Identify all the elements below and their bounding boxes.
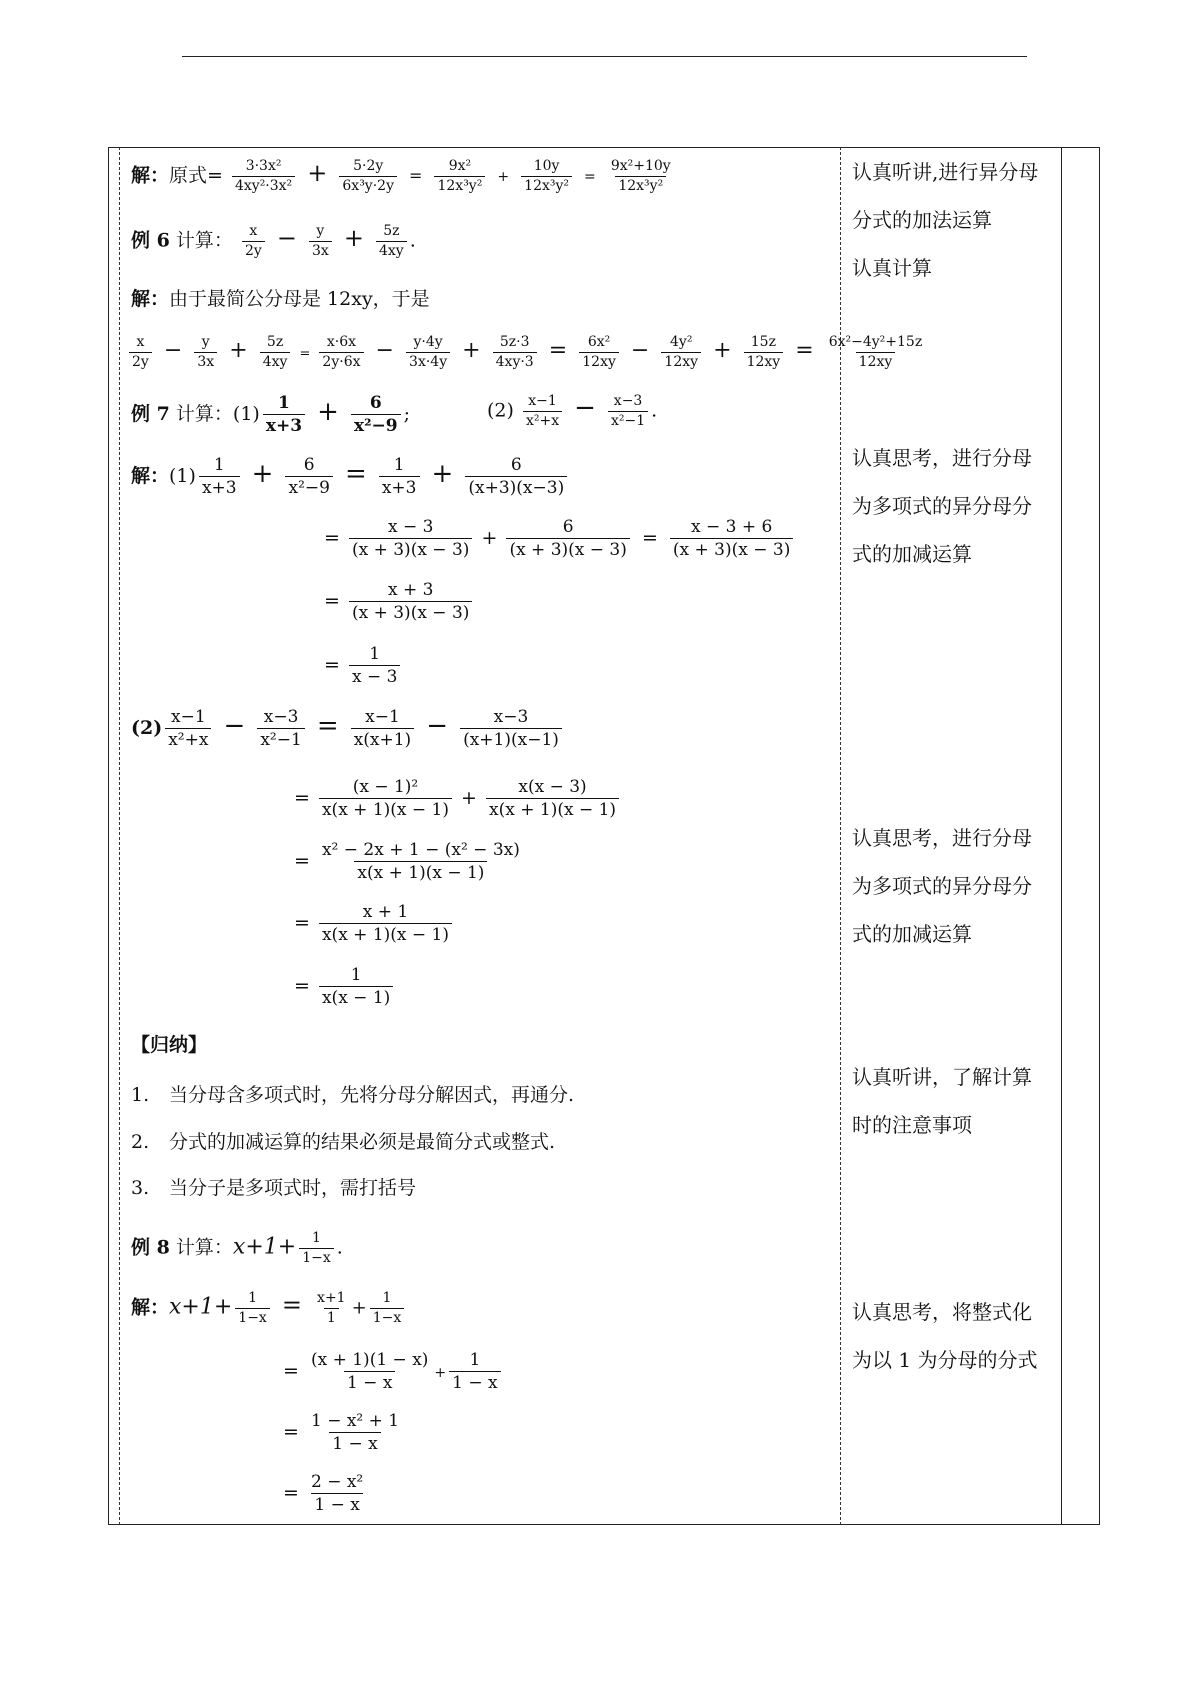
example-7-part1-step3: = $\frac{x + 3}{(x + 3)(x - 3)}$ bbox=[324, 580, 475, 624]
summary-item: 1. 当分母含多项式时，先将分母分解因式，再通分. bbox=[131, 1084, 575, 1106]
example-7-part2-step5: = $\frac{1}{x(x - 1)}$ bbox=[294, 965, 396, 1009]
summary-item: 2. 分式的加减运算的结果必须是最简分式或整式. bbox=[131, 1131, 556, 1153]
fraction: $\frac{\text{3·3x²}}{\text{4xy²·3x²}}$ bbox=[232, 158, 295, 195]
fraction: $\frac{\text{9x²}}{\text{12x³y²}}$ bbox=[434, 158, 485, 195]
example-8-prompt: 例 8 计算：x+1+ $\frac{1}{1-x}$ . bbox=[131, 1230, 343, 1266]
example-7-prompt: 例 7 计算：(1) $\frac{1}{x+3}$ + $\frac{6}{\text{x²−9}}$ ; bbox=[131, 393, 410, 437]
summary-item: 3. 当分子是多项式时，需打括号 bbox=[131, 1177, 417, 1199]
example-7-part2-prompt: (2) $\frac{x-1}{\text{x²+x}}$ − $\frac{x-3}{\text{x²−1}}$ . bbox=[487, 393, 658, 429]
example-7-part2-step3: = $\frac{\text{x² − 2x + 1 − (x² − 3x)}}{x(x + 1)(x - 1)}$ bbox=[294, 840, 520, 884]
example-7-part2-step1: (2) $\frac{x-1}{\text{x²+x}}$ − $\frac{x-3}{\text{x²−1}}$ = $\frac{x-1}{x(x+1)}$ − $\frac{x-3}{(x+1)(x-1)}$ bbox=[131, 707, 565, 751]
fraction: $\frac{x}{2y}$ bbox=[242, 223, 265, 260]
example-label: 例 6 bbox=[131, 229, 170, 252]
fraction: $\frac{\text{9x²+10y}}{\text{12x³y²}}$ bbox=[610, 158, 671, 194]
example-6-prompt: 例 6 计算： $\frac{x}{2y}$ − $\frac{y}{3x}$ + $\frac{5z}{4xy}$ . bbox=[131, 223, 416, 259]
example-7-part1-step1: 解：(1) $\frac{1}{x+3}$ + $\frac{6}{\text{x²−9}}$ = $\frac{1}{x+3}$ + $\frac{6}{(x+3)(x-3)}$ bbox=[131, 455, 570, 499]
solution-5-line: 解：原式= $\frac{\text{3·3x²}}{\text{4xy²·3x²}}$ + $\frac{5\cdot 2y}{\text{6x³y·2y}}$ = $\frac{\text{9x²}}{\text{12x³y²}}$ + $\frac{10y}{\text{12x³y²}}$ = $\frac{\text{9x²+10y}}{\text{12x³y²}}$ bbox=[131, 158, 677, 195]
summary-title: 【归纳】 bbox=[131, 1034, 208, 1056]
fraction: $\frac{10y}{\text{12x³y²}}$ bbox=[521, 158, 572, 195]
example-8-step2: = $\frac{(x + 1)(1 - x)}{1 - x}$ + $\frac{1}{1 - x}$ bbox=[283, 1350, 504, 1394]
activity-note: 认真思考，将整式化 为以 1 为分母的分式 bbox=[852, 1300, 1038, 1372]
column-separator bbox=[1061, 147, 1062, 1525]
example-8-step4: = $\frac{\text{2 − x²}}{1 - x}$ bbox=[283, 1472, 364, 1516]
fraction: $\frac{5\cdot 2y}{\text{6x³y·2y}}$ bbox=[339, 158, 397, 195]
fraction: $\frac{5z}{4xy}$ bbox=[376, 223, 407, 260]
example-8-step3: = $\frac{\text{1 − x² + 1}}{1 - x}$ bbox=[283, 1411, 400, 1455]
activity-note: 认真听讲，了解计算 时的注意事项 bbox=[852, 1065, 1032, 1137]
example-7-part2-step2: = $\frac{\text{(x − 1)²}}{x(x + 1)(x - 1)}$ + $\frac{x(x - 3)}{x(x + 1)(x - 1)}$ bbox=[294, 777, 622, 821]
example-7-part2-step4: = $\frac{x + 1}{x(x + 1)(x - 1)}$ bbox=[294, 902, 455, 946]
activity-note: 认真思考，进行分母 为多项式的异分母分 式的加减运算 bbox=[852, 826, 1032, 946]
example-7-part1-step2: = $\frac{x - 3}{(x + 3)(x - 3)}$ + $\frac{6}{(x + 3)(x - 3)}$ = $\frac{x - 3 + 6}{(x + 3)(x - 3)}$ bbox=[324, 517, 796, 561]
activity-note: 认真思考，进行分母 为多项式的异分母分 式的加减运算 bbox=[852, 446, 1032, 566]
example-8-step1: 解：x+1+ $\frac{1}{1-x}$ = $\frac{x+1}{1}$ + $\frac{1}{1-x}$ bbox=[131, 1290, 407, 1327]
header-rule bbox=[182, 56, 1027, 57]
fraction: $\frac{y}{3x}$ bbox=[309, 223, 332, 260]
example-6-solution-intro: 解：由于最简公分母是 12xy，于是 bbox=[131, 288, 430, 310]
solution-label: 解： bbox=[131, 164, 170, 187]
example-7-part1-step4: = $\frac{1}{x - 3}$ bbox=[324, 644, 403, 688]
activity-note: 认真听讲,进行异分母 分式的加法运算 认真计算 bbox=[852, 160, 1039, 280]
example-6-calculation: $\frac{x}{2y}$ − $\frac{y}{3x}$ + $\frac{5z}{4xy}$ = $\frac{x\cdot 6x}{2y\cdot 6x}$ − $\frac{y\cdot 4y}{3x\cdot 4y}$ + $\frac{5z\cdot 3}{4xy\cdot 3}$ = $\frac{\text{6x²}}{12xy}$ − $\frac{\text{4y²}}{12xy}$ + $\frac{15z}{12xy}$ = $\frac{\text{6x²−4y²+15z}}{12xy}$ bbox=[126, 334, 928, 371]
